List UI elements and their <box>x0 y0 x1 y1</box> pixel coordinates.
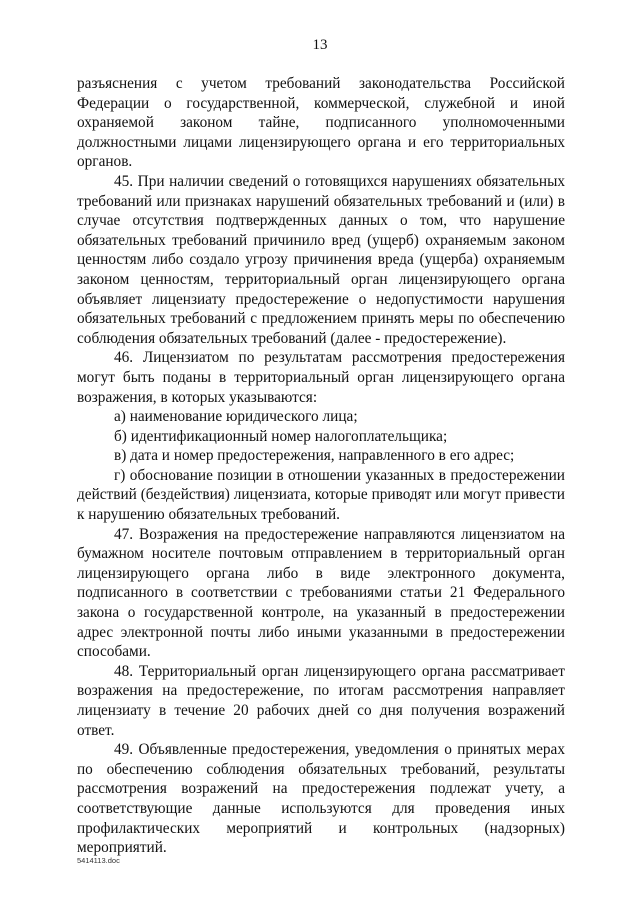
document-body <box>77 74 565 858</box>
list-item-b: б) идентификационный номер налогоплательщика; <box>114 427 448 445</box>
paragraph-47: 47. Возражения на предостережение направляются лицензиатом на бумажном носителе почтовым отправлением в территориальный орган лицензирующего органа либо в виде электронного документа, подписанного в соответствии с требованиями статьи 21 Федерального закона о государственной контроле, на указанный в предостережении адрес электронной почты либо иными указанными в предостережении способами. <box>77 525 565 661</box>
paragraph-46: 46. Лицензиатом по результатам рассмотрения предостережения могут быть поданы в территориальный орган лицензирующего органа возражения, в которых указываются: <box>77 349 565 406</box>
paragraph-45: 45. При наличии сведений о готовящихся нарушениях обязательных требований или признаках нарушений обязательных требований и (или) в случае отсутствия подтвержденных данных о том, что нарушение обязательных требований причинило вред (ущерб) охраняемым законом ценностям либо создало угрозу причинения вреда (ущерба) охраняемым законом ценностям, территориальный орган лицензирующего органа объявляет лицензиату предостережение о недопустимости нарушения обязательных требований с предложением принять меры по обеспечению соблюдения обязательных требований (далее - предостережение). <box>77 172 565 347</box>
paragraph-continuation: разъяснения с учетом требований законодательства Российской Федерации о государственной, коммерческой, служебной и иной охраняемой законом тайне, подписанного уполномоченными должностными лицами лицензирующего органа и его территориальных органов. <box>77 75 565 171</box>
list-item-a: а) наименование юридического лица; <box>114 408 358 426</box>
list-item-g: г) обоснование позиции в отношении указанных в предостережении действий (бездействия) лицензиата, которые приводят или могут привести к нарушению обязательных требований. <box>77 466 565 524</box>
paragraph-49: 49. Объявленные предостережения, уведомления о принятых мерах по обеспечению соблюдения обязательных требований, результаты рассмотрения возражений на предостережения подлежат учету, а соответствующие данные используются для проведения иных профилактических мероприятий и контрольных (надзорных) мероприятий. <box>77 741 565 857</box>
document-filename-footer: 5414113.doc <box>77 856 120 865</box>
page-number: 13 <box>312 37 328 53</box>
paragraph-48: 48. Территориальный орган лицензирующего органа рассматривает возражения на предостережение, по итогам рассмотрения направляет лицензиату в течение 20 рабочих дней со дня получения возражений ответ. <box>77 662 565 739</box>
list-item-v: в) дата и номер предостережения, направленного в его адрес; <box>114 447 515 465</box>
